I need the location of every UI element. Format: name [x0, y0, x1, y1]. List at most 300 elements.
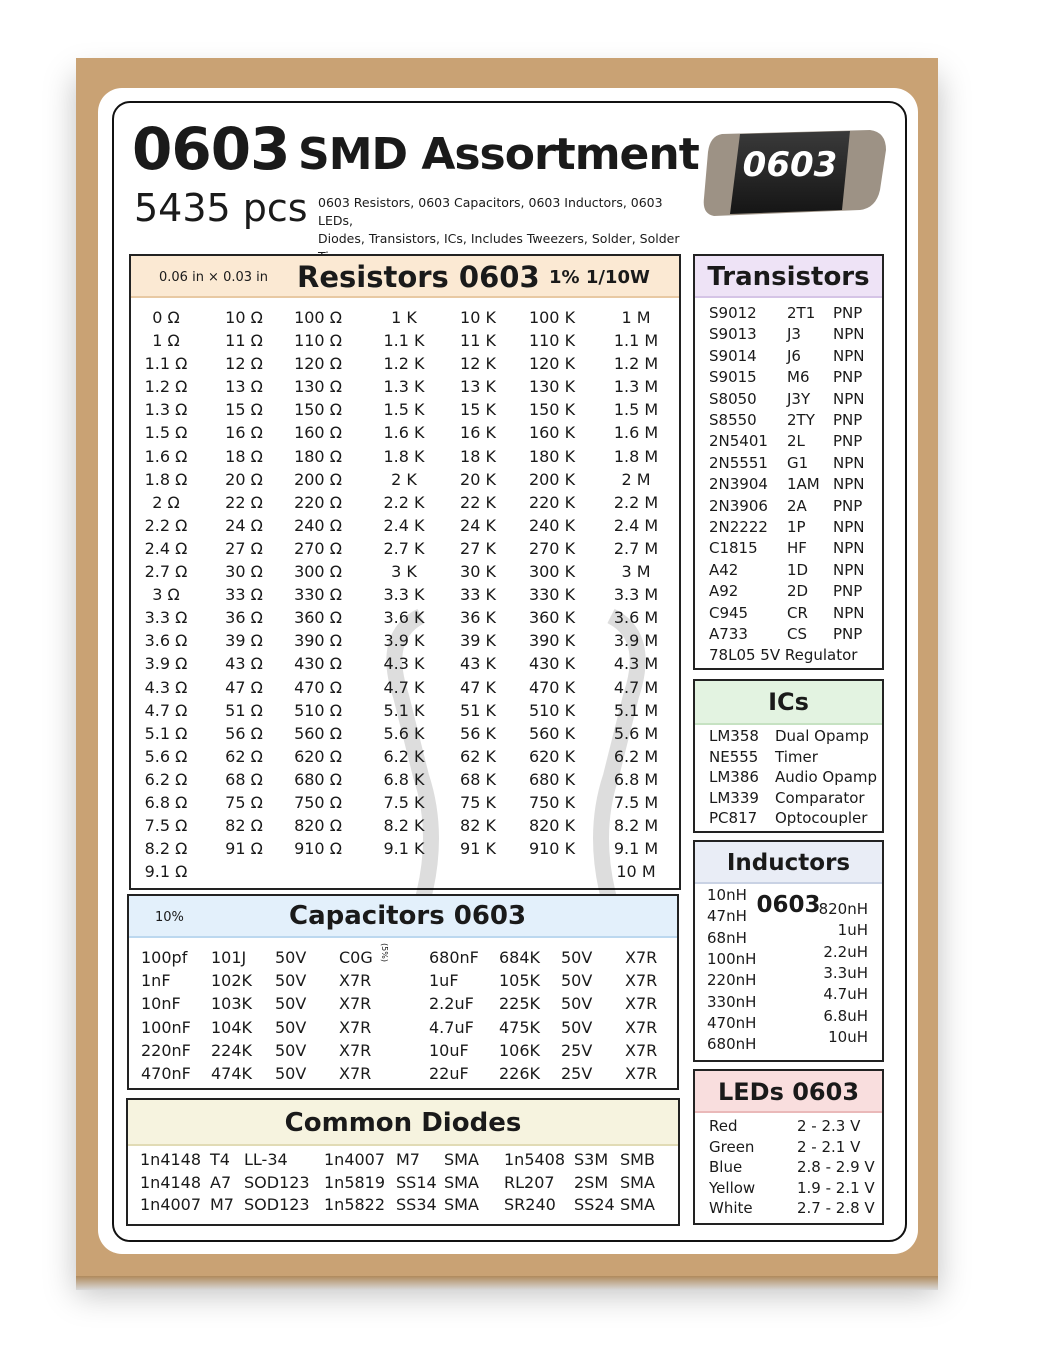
resistor-value: 750 K [528, 792, 576, 812]
resistor-value: 3 Ω [152, 585, 180, 605]
capacitor-cell: 50V [561, 948, 593, 967]
diode-cell: SMA [444, 1172, 479, 1192]
transistor-cell: S9013 [709, 325, 757, 344]
led-color: White [709, 1199, 753, 1218]
diode-cell: SMA [620, 1195, 655, 1215]
capacitor-cell: X7R [339, 994, 372, 1014]
c0g-tolerance-note: (5%) [379, 943, 389, 962]
diode-cell: SMA [444, 1195, 479, 1215]
transistor-cell: 2N3904 [709, 475, 768, 494]
resistor-value: 110 K [528, 331, 576, 351]
transistor-cell: CS [787, 625, 807, 643]
transistor-cell: J3 [787, 325, 801, 344]
resistor-value: 180 Ω [294, 446, 342, 466]
transistor-cell: A92 [709, 582, 739, 601]
ic-function: Timer [775, 747, 818, 766]
capacitor-cell: 470nF [141, 1064, 191, 1083]
resistor-value: 56 K [460, 723, 496, 743]
capacitor-cell: 475K [499, 1017, 541, 1037]
resistor-column [369, 306, 439, 860]
resistor-value: 3.6 K [383, 608, 425, 628]
resistor-value: 1 Ω [152, 331, 180, 351]
resistor-value: 62 Ω [225, 746, 263, 766]
transistor-cell: C945 [709, 603, 749, 622]
resistor-value: 62 K [460, 746, 496, 766]
transistor-cell: HF [787, 539, 807, 558]
resistors-header [131, 256, 679, 298]
inductor-value: 2.2uH [823, 942, 868, 961]
resistor-value: 160 K [528, 423, 576, 443]
resistor-value: 6.8 Ω [144, 792, 188, 812]
piece-count: 5435 pcs [134, 186, 308, 230]
ic-function: Dual Opamp [775, 727, 869, 745]
resistor-value: 430 Ω [294, 654, 342, 674]
capacitor-cell: 1uF [429, 971, 459, 991]
diode-cell: 1n5822 [324, 1195, 386, 1215]
resistor-value: 22 Ω [225, 492, 263, 512]
resistor-value: 1 M [621, 308, 651, 327]
resistor-value: 2 K [391, 469, 417, 489]
resistor-value: 4.3 K [383, 654, 425, 674]
resistor-value: 2.2 K [383, 492, 425, 512]
transistor-cell: 2L [787, 432, 805, 451]
capacitor-cell: 1nF [141, 971, 171, 991]
diodes-panel [126, 1098, 680, 1226]
capacitors-panel [127, 894, 679, 1090]
resistor-value: 390 K [528, 631, 576, 651]
resistor-value: 560 K [528, 723, 576, 743]
transistor-cell: 1D [787, 560, 809, 579]
resistor-column [443, 306, 513, 860]
leds-panel [693, 1069, 884, 1225]
contents-description: 0603 Resistors, 0603 Capacitors, 0603 Inductors, 0603 LEDs, Diodes, Transistors, ICs, Includes Tweezers, Solder, Solder [318, 195, 680, 246]
resistors-panel [129, 254, 681, 890]
resistor-value: 100 Ω [294, 308, 342, 327]
transistor-cell: NPN [833, 346, 865, 365]
resistor-value: 120 Ω [294, 354, 342, 374]
resistor-value: 510 K [528, 700, 576, 720]
resistor-value: 1.5 K [383, 400, 425, 420]
resistor-column [131, 306, 201, 883]
resistor-value: 270 K [528, 538, 576, 558]
diode-cell: 2SM [574, 1172, 609, 1192]
resistor-value: 150 K [528, 400, 576, 420]
resistor-value: 24 K [460, 515, 496, 535]
diode-cell: 1n4007 [140, 1195, 202, 1215]
capacitor-cell: X7R [625, 994, 658, 1014]
resistor-value: 15 K [460, 400, 496, 420]
resistor-value: 16 Ω [225, 423, 263, 443]
capacitor-cell: 106K [499, 1040, 541, 1060]
smd-chip-icon [700, 124, 888, 216]
chip-label: 0603 [742, 145, 838, 185]
resistor-size: 0.06 in × 0.03 in [159, 270, 269, 285]
resistor-value: 3.6 Ω [144, 631, 188, 651]
resistor-value: 75 Ω [225, 792, 263, 812]
resistor-value: 240 K [528, 515, 576, 535]
diode-cell: 1n4007 [324, 1150, 386, 1169]
capacitor-cell: 2.2uF [429, 994, 474, 1014]
ic-part: NE555 [709, 747, 759, 766]
resistor-value: 8.2 M [613, 816, 659, 836]
resistor-value: 6.8 M [613, 769, 659, 789]
resistor-value: 1.5 M [613, 400, 659, 420]
resistor-value: 4.3 M [613, 654, 659, 674]
inductor-value: 3.3uH [823, 963, 868, 982]
resistor-value: 3.3 Ω [144, 608, 188, 628]
diode-cell: 1n4148 [140, 1150, 202, 1169]
diode-cell: SS24 [574, 1195, 615, 1215]
diode-cell: 1n5819 [324, 1172, 386, 1192]
resistor-value: 20 K [460, 469, 496, 489]
resistor-value: 220 K [528, 492, 576, 512]
inductors-panel [693, 840, 884, 1062]
resistor-value: 2.7 Ω [144, 562, 188, 582]
diode-cell: M7 [210, 1195, 234, 1215]
capacitor-cell: 22uF [429, 1064, 469, 1083]
resistor-value: 3.9 M [613, 631, 659, 651]
capacitor-cell: 680nF [429, 948, 479, 967]
resistor-value: 360 K [528, 608, 576, 628]
diode-cell: S3M [574, 1150, 609, 1169]
resistor-value: 82 Ω [225, 816, 263, 836]
resistor-value: 5.1 Ω [144, 723, 188, 743]
resistor-value: 6.2 Ω [144, 769, 188, 789]
resistor-value: 75 K [460, 792, 496, 812]
transistor-cell: M6 [787, 368, 810, 387]
resistor-column [283, 306, 353, 860]
resistors-title: Resistors 0603 [297, 260, 540, 294]
transistor-cell: NPN [833, 475, 865, 494]
transistor-cell: NPN [833, 518, 865, 536]
resistor-value: 10 Ω [225, 308, 263, 327]
capacitor-cell: 25V [561, 1064, 593, 1083]
diode-cell: SOD123 [244, 1172, 310, 1192]
diodes-title: Common Diodes [128, 1100, 678, 1146]
resistor-column [209, 306, 279, 860]
capacitors-header [129, 896, 677, 938]
transistor-cell: 2N5401 [709, 432, 768, 451]
resistor-value: 7.5 K [383, 792, 425, 812]
ic-part: LM386 [709, 768, 759, 786]
resistor-spec: 1% 1/10W [549, 267, 650, 288]
led-color: Green [709, 1137, 755, 1156]
transistor-cell: PNP [833, 625, 863, 643]
transistor-cell: CR [787, 603, 808, 622]
resistor-value: 2.4 K [383, 515, 425, 535]
led-voltage: 2.7 - 2.8 V [797, 1199, 875, 1218]
transistor-cell: PNP [833, 368, 863, 387]
resistor-value: 620 Ω [294, 746, 342, 766]
transistor-cell: PNP [833, 304, 863, 322]
transistor-cell: NPN [833, 539, 865, 558]
resistor-value: 820 Ω [294, 816, 342, 836]
ics-title: ICs [695, 681, 882, 725]
resistor-value: 68 K [460, 769, 496, 789]
resistor-value: 470 K [528, 677, 576, 697]
diode-cell: RL207 [504, 1172, 555, 1192]
diode-cell: A7 [210, 1172, 232, 1192]
resistor-value: 430 K [528, 654, 576, 674]
resistor-value: 130 K [528, 377, 576, 397]
transistor-cell: 2TY [787, 411, 815, 429]
resistor-value: 47 K [460, 677, 496, 697]
resistor-value: 5.1 K [383, 700, 425, 720]
resistor-value: 180 K [528, 446, 576, 466]
resistor-value: 1.3 M [613, 377, 659, 397]
resistor-value: 51 Ω [225, 700, 263, 720]
resistor-value: 18 Ω [225, 446, 263, 466]
resistor-value: 91 K [460, 839, 496, 859]
transistor-cell: C1815 [709, 539, 758, 558]
capacitor-cell: 10uF [429, 1040, 469, 1060]
resistor-value: 56 Ω [225, 723, 263, 743]
resistor-value: 9.1 K [383, 839, 425, 859]
resistor-value: 560 Ω [294, 723, 342, 743]
capacitors-title: Capacitors 0603 [289, 901, 527, 931]
led-color: Red [709, 1117, 738, 1135]
resistor-column [601, 306, 671, 883]
resistor-value: 8.2 Ω [144, 839, 188, 859]
inductor-value: 10uH [828, 1027, 868, 1046]
resistor-value: 2.4 M [613, 515, 659, 535]
resistor-value: 100 K [528, 308, 576, 327]
resistor-value: 16 K [460, 423, 496, 443]
resistor-value: 11 K [460, 331, 496, 351]
diode-cell: LL-34 [244, 1150, 288, 1169]
transistor-cell: 2A [787, 496, 807, 515]
resistor-value: 9.1 M [613, 839, 659, 859]
ic-function: Comparator [775, 788, 865, 807]
diode-cell: 1n4148 [140, 1172, 202, 1192]
resistor-value: 51 K [460, 700, 496, 720]
resistor-value: 2.4 Ω [144, 538, 188, 558]
ic-part: LM358 [709, 727, 759, 745]
capacitor-cell: 50V [561, 1017, 593, 1037]
inductor-value: 10nH [707, 886, 747, 904]
diode-cell: SMA [444, 1150, 479, 1169]
resistor-value: 2.2 M [613, 492, 659, 512]
diode-cell: SOD123 [244, 1195, 310, 1215]
resistor-value: 3.3 K [383, 585, 425, 605]
transistor-cell: 2N2222 [709, 518, 768, 536]
resistor-value: 11 Ω [225, 331, 263, 351]
inductor-value: 1uH [837, 921, 868, 940]
transistor-cell: PNP [833, 411, 863, 429]
capacitor-cell: 226K [499, 1064, 541, 1083]
inductor-value: 100nH [707, 949, 757, 968]
resistor-value: 9.1 Ω [144, 862, 188, 882]
resistor-value: 33 Ω [225, 585, 263, 605]
resistor-value: 200 K [528, 469, 576, 489]
resistor-value: 1.8 Ω [144, 469, 188, 489]
resistor-value: 27 Ω [225, 538, 263, 558]
transistor-cell: NPN [833, 453, 865, 472]
transistor-cell: S8050 [709, 389, 757, 408]
resistor-value: 82 K [460, 816, 496, 836]
transistor-cell: A733 [709, 625, 748, 643]
resistor-value: 91 Ω [225, 839, 263, 859]
capacitor-cell: 10nF [141, 994, 181, 1014]
capacitor-cell: C0G [339, 948, 373, 967]
resistor-value: 1.2 K [383, 354, 425, 374]
resistor-value: 12 K [460, 354, 496, 374]
transistor-cell: G1 [787, 453, 809, 472]
resistor-value: 4.7 K [383, 677, 425, 697]
resistor-value: 3 M [621, 562, 651, 582]
diode-cell: T4 [210, 1150, 230, 1169]
resistor-value: 2.7 M [613, 538, 659, 558]
transistor-cell: J6 [787, 346, 801, 365]
capacitor-tolerance: 10% [155, 910, 184, 925]
resistor-value: 39 Ω [225, 631, 263, 651]
capacitor-cell: X7R [339, 1064, 372, 1083]
resistor-value: 360 Ω [294, 608, 342, 628]
transistor-cell: PNP [833, 582, 863, 601]
resistor-value: 12 Ω [225, 354, 263, 374]
transistor-cell: 2D [787, 582, 809, 601]
transistor-cell: 2N3906 [709, 496, 768, 515]
led-voltage: 2 - 2.3 V [797, 1117, 861, 1135]
inductor-value: 4.7uH [823, 985, 868, 1004]
capacitor-cell: X7R [625, 1064, 658, 1083]
capacitor-cell: X7R [625, 1040, 658, 1060]
transistor-cell: 2T1 [787, 304, 816, 322]
capacitor-cell: 50V [275, 994, 307, 1014]
transistor-cell: A42 [709, 560, 739, 579]
resistor-value: 680 Ω [294, 769, 342, 789]
resistor-value: 5.6 K [383, 723, 425, 743]
resistor-value: 10 K [460, 308, 496, 327]
capacitor-cell: X7R [625, 1017, 658, 1037]
resistor-value: 1.6 K [383, 423, 425, 443]
resistor-value: 510 Ω [294, 700, 342, 720]
resistor-value: 200 Ω [294, 469, 342, 489]
transistor-cell: S9014 [709, 346, 757, 365]
capacitor-cell: 50V [275, 948, 307, 967]
resistor-value: 1.3 Ω [144, 400, 188, 420]
capacitor-cell: 220nF [141, 1040, 191, 1060]
resistor-value: 3 K [391, 562, 417, 582]
resistor-value: 5.6 Ω [144, 746, 188, 766]
inductor-value: 47nH [707, 907, 747, 926]
capacitor-cell: 4.7uF [429, 1017, 474, 1037]
resistor-value: 300 Ω [294, 562, 342, 582]
led-color: Yellow [709, 1178, 756, 1197]
inductor-value: 68nH [707, 928, 747, 947]
transistor-cell: NPN [833, 560, 865, 579]
resistor-value: 30 Ω [225, 562, 263, 582]
diode-cell: 1n5408 [504, 1150, 566, 1169]
capacitor-cell: 50V [275, 1017, 307, 1037]
resistor-value: 0 Ω [152, 308, 180, 327]
resistor-value: 240 Ω [294, 515, 342, 535]
capacitor-cell: X7R [339, 971, 372, 991]
led-voltage: 2.8 - 2.9 V [797, 1158, 875, 1177]
resistor-value: 1.1 M [613, 331, 659, 351]
capacitor-cell: 50V [561, 971, 593, 991]
resistor-value: 5.6 M [613, 723, 659, 743]
resistor-column [517, 306, 587, 860]
capacitor-cell: X7R [625, 948, 658, 967]
resistor-value: 120 K [528, 354, 576, 374]
inductor-value: 330nH [707, 992, 757, 1011]
ic-function: Optocoupler [775, 809, 868, 827]
resistor-value: 820 K [528, 816, 576, 836]
resistor-value: 1.6 Ω [144, 446, 188, 466]
diode-cell: M7 [396, 1150, 420, 1169]
resistor-value: 1.5 Ω [144, 423, 188, 443]
resistor-value: 5.1 M [613, 700, 659, 720]
transistor-cell: 2N5551 [709, 453, 768, 472]
capacitor-cell: 100nF [141, 1017, 191, 1037]
part-size-title: 0603 [132, 115, 290, 183]
transistor-cell: S9015 [709, 368, 757, 387]
resistor-value: 6.2 M [613, 746, 659, 766]
resistor-value: 620 K [528, 746, 576, 766]
resistor-value: 1.1 K [383, 331, 425, 351]
resistor-value: 8.2 K [383, 816, 425, 836]
resistor-value: 33 K [460, 585, 496, 605]
capacitor-cell: 50V [275, 971, 307, 991]
diode-cell: SS34 [396, 1195, 437, 1215]
diode-cell: SR240 [504, 1195, 556, 1215]
assortment-title: SMD Assortment [298, 129, 699, 180]
inductor-value: 820nH [818, 900, 868, 918]
capacitor-cell: X7R [625, 971, 658, 991]
resistor-value: 24 Ω [225, 515, 263, 535]
resistor-value: 1.8 M [613, 446, 659, 466]
leds-title: LEDs 0603 [695, 1071, 882, 1113]
resistor-value: 680 K [528, 769, 576, 789]
resistor-value: 15 Ω [225, 400, 263, 420]
resistor-value: 470 Ω [294, 677, 342, 697]
transistor-cell: PNP [833, 432, 863, 451]
resistor-value: 3.9 Ω [144, 654, 188, 674]
resistor-value: 6.8 K [383, 769, 425, 789]
resistor-value: 150 Ω [294, 400, 342, 420]
resistor-value: 13 K [460, 377, 496, 397]
resistor-value: 39 K [460, 631, 496, 651]
transistors-title: Transistors [695, 256, 882, 298]
resistor-value: 4.7 M [613, 677, 659, 697]
resistor-value: 300 K [528, 562, 576, 582]
resistor-value: 36 Ω [225, 608, 263, 628]
resistor-value: 1.1 Ω [144, 354, 188, 374]
resistor-value: 6.2 K [383, 746, 425, 766]
resistor-value: 1 K [391, 308, 417, 327]
inductor-value: 220nH [707, 971, 757, 990]
transistors-panel: Transistors S9012 2T1 PNP S9013 J3 NPN S9014 J6 NPN S9015 M6 PNP S8050 J3Y NPN S8550 2TY PNP 2N5401 2L PNP 2N5551 G1 NPN 2N3904 1AM NPN 2N3906 2A PNP 2N2222 1P NPN C1815 HF NPN A42 1D NPN A92 2D PNP C945 CR NPN A733 CS PNP 78L05 5V Regulator [693, 254, 884, 670]
resistor-value: 330 K [528, 585, 576, 605]
capacitor-cell: 103K [211, 994, 253, 1014]
resistor-value: 7.5 M [613, 792, 659, 812]
ic-function: Audio Opamp [775, 768, 878, 786]
resistor-value: 4.3 Ω [144, 677, 188, 697]
resistor-value: 910 Ω [294, 839, 342, 859]
inductor-value: 680nH [707, 1035, 757, 1054]
capacitor-cell: 474K [211, 1064, 253, 1083]
diode-cell: SMB [620, 1150, 655, 1169]
diode-cell: SMA [620, 1172, 655, 1192]
transistor-cell: NPN [833, 603, 865, 622]
transistor-cell: S9012 [709, 304, 757, 322]
resistor-value: 2.2 Ω [144, 515, 188, 535]
resistor-value: 68 Ω [225, 769, 263, 789]
transistor-cell: J3Y [787, 389, 811, 408]
transistor-cell: NPN [833, 389, 865, 408]
transistor-cell: PNP [833, 496, 863, 515]
